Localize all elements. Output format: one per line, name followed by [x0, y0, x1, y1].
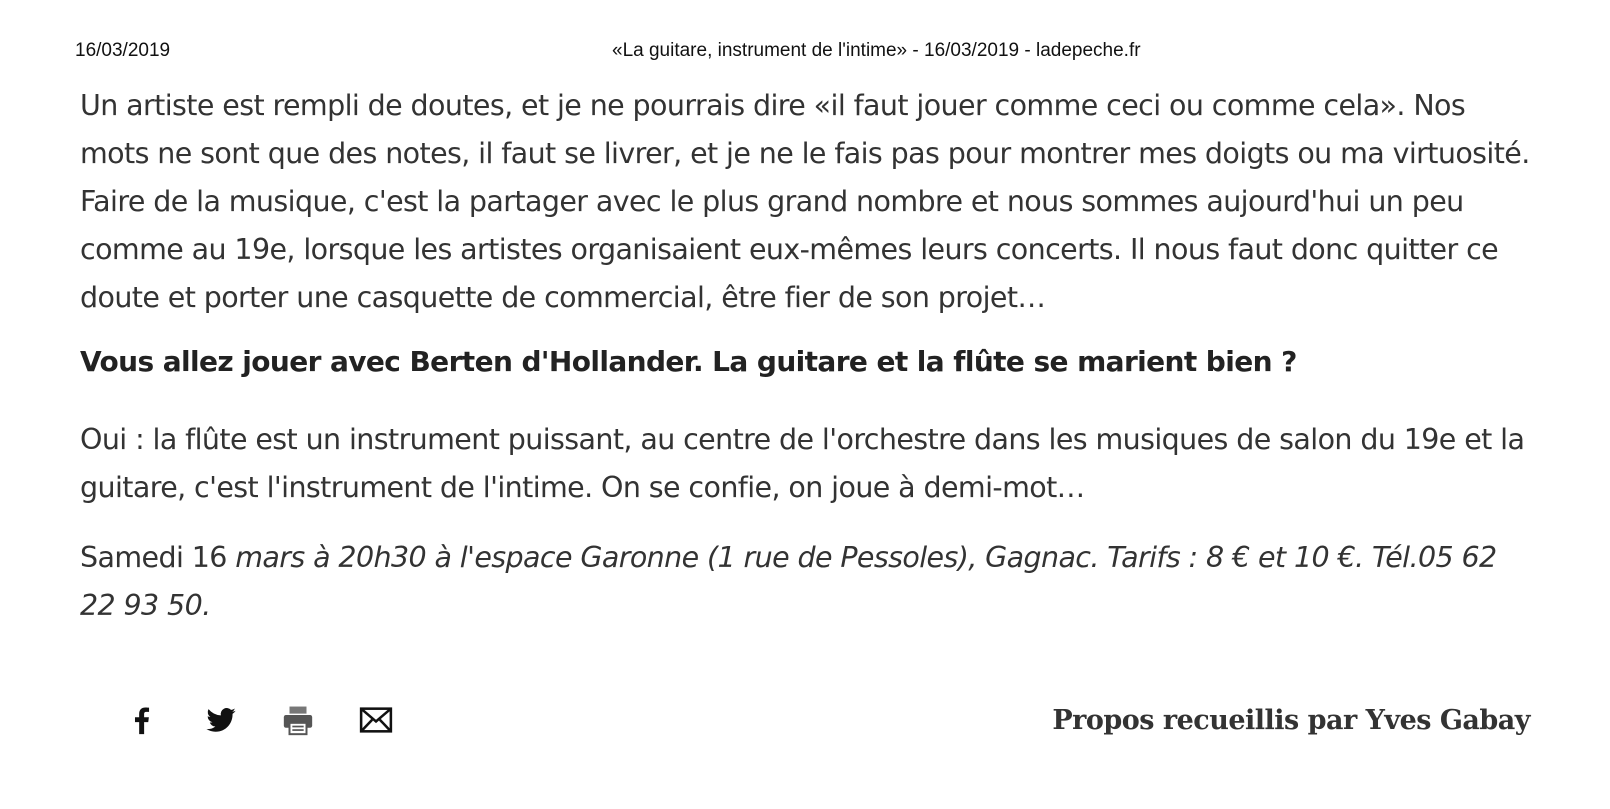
article-paragraph: Oui : la flûte est un instrument puissant, au centre de l'orchestre dans les musiques de salon du 19e et la guitare, c'est l'instrument de l'intime. On se confie, on joue à demi-mot…: [80, 423, 1525, 504]
twitter-icon: [203, 704, 239, 736]
print-button[interactable]: [281, 700, 359, 740]
article-body: [80, 82, 1540, 630]
event-prefix: Samedi 16: [80, 541, 236, 574]
article-paragraph: Un artiste est rempli de doutes, et je ne pourrais dire «il faut jouer comme ceci ou comme cela». Nos mots ne sont que des notes, il faut se livrer, et je ne le fais pas pour montrer mes doigts ou ma virtuosité. Faire de la musique, c'est la partager avec le plus grand nombre et nous sommes aujourd'hui un peu comme au 19e, lorsque les artistes organisaient eux-mêmes leurs concerts. Il nous faut donc quitter ce doute et porter une casquette de commercial, être fier de son projet…: [80, 89, 1530, 314]
interview-question: Vous allez jouer avec Berten d'Hollander. La guitare et la flûte se marient bien ?: [80, 345, 1297, 378]
event-details: mars à 20h30 à l'espace Garonne (1 rue de Pessoles), Gagnac. Tarifs : 8 € et 10 €. Tél.05 62 22 93 50.: [80, 541, 1497, 622]
email-icon: [359, 705, 393, 735]
share-bar: [125, 700, 437, 740]
author-byline: Propos recueillis par Yves Gabay: [1052, 705, 1530, 736]
event-info: [80, 534, 1540, 630]
print-icon: [281, 703, 315, 737]
header-title: «La guitare, instrument de l'intime» - 16/03/2019 - ladepeche.fr: [612, 40, 1141, 61]
facebook-icon: [125, 703, 159, 737]
facebook-share-button[interactable]: [125, 700, 203, 740]
twitter-share-button[interactable]: [203, 700, 281, 740]
email-share-button[interactable]: [359, 700, 437, 740]
header-date: 16/03/2019: [75, 40, 171, 61]
